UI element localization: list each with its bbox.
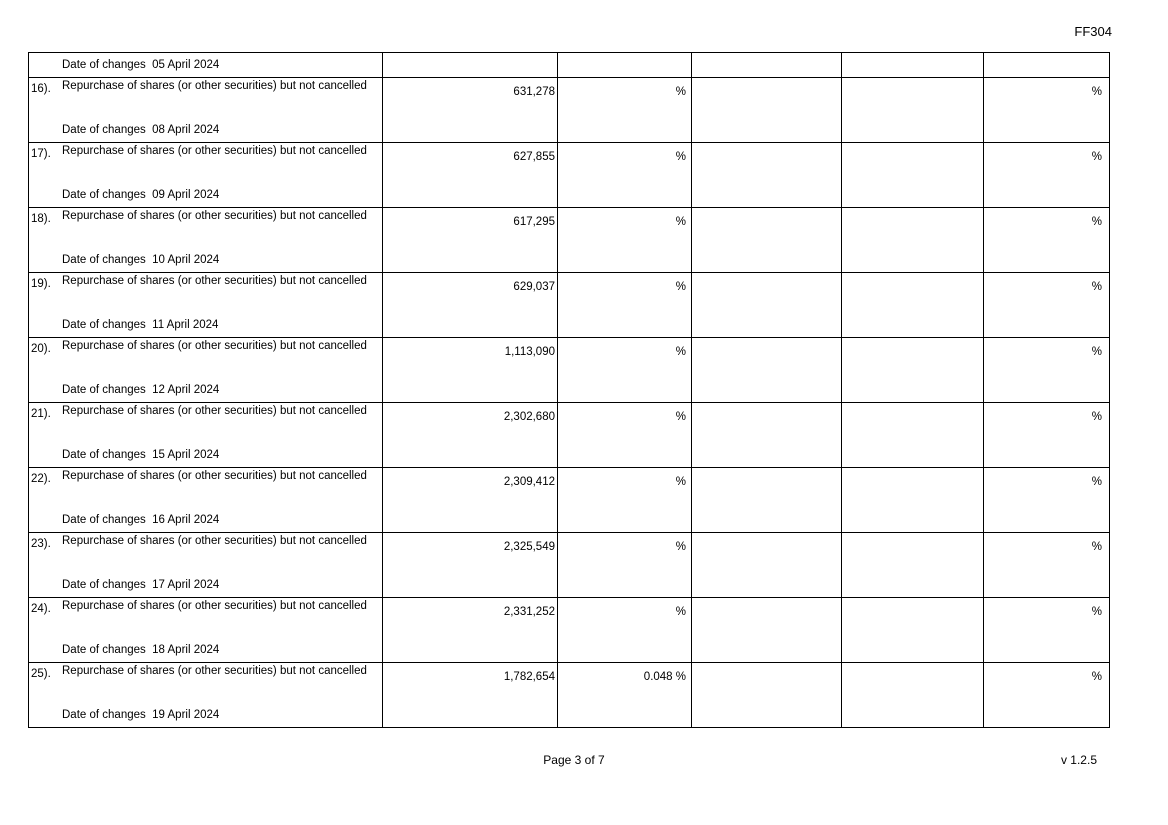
table-row	[29, 78, 1110, 119]
percent-cell	[558, 663, 692, 728]
item-number: 19).	[31, 278, 51, 290]
percent-cell	[558, 78, 692, 143]
item-number: 24).	[31, 603, 51, 615]
percent-cell-2	[984, 338, 1110, 403]
date-cell	[29, 53, 383, 78]
share-changes-table	[28, 52, 1110, 728]
percent-cell-2	[984, 78, 1110, 143]
percent-value: %	[675, 606, 686, 618]
date-cell	[29, 118, 383, 143]
item-description: Repurchase of shares (or other securities) but not cancelled	[62, 210, 367, 222]
shares-cell	[383, 403, 558, 468]
percent-value-2: %	[1091, 281, 1102, 293]
percent-value-2: %	[1091, 151, 1102, 163]
date-value: 05 April 2024	[152, 58, 220, 71]
shares-value: 631,278	[513, 86, 555, 98]
percent-value: %	[675, 476, 686, 488]
date-label: Date of changes	[62, 643, 146, 656]
shares-value: 2,325,549	[503, 541, 555, 553]
percent-cell	[558, 533, 692, 598]
version-label: v 1.2.5	[1060, 753, 1097, 767]
date-value: 11 April 2024	[152, 318, 219, 331]
date-label: Date of changes	[62, 253, 146, 266]
percent-cell-2	[984, 143, 1110, 208]
item-description: Repurchase of shares (or other securities) but not cancelled	[62, 470, 367, 482]
shares-value: 2,309,412	[503, 476, 555, 488]
item-number: 22).	[31, 473, 51, 485]
date-label: Date of changes	[62, 578, 146, 591]
percent-cell-2	[984, 468, 1110, 533]
percent-value: %	[675, 216, 686, 228]
percent-value: %	[675, 86, 686, 98]
date-value: 08 April 2024	[152, 123, 220, 136]
shares-cell	[383, 338, 558, 403]
description-cell	[29, 143, 383, 184]
percent-value-2: %	[1091, 671, 1102, 683]
shares-cell	[383, 273, 558, 338]
shares-cell	[383, 143, 558, 208]
date-cell	[29, 508, 383, 533]
percent-value: %	[675, 281, 686, 293]
date-cell	[29, 443, 383, 468]
percent-cell-2	[984, 273, 1110, 338]
description-cell	[29, 403, 383, 444]
shares-value: 1,782,654	[503, 671, 555, 683]
item-description: Repurchase of shares (or other securities) but not cancelled	[62, 80, 367, 92]
date-label: Date of changes	[62, 58, 146, 71]
item-description: Repurchase of shares (or other securities) but not cancelled	[62, 275, 367, 287]
percent-cell	[558, 468, 692, 533]
date-value: 18 April 2024	[152, 643, 220, 656]
table-row	[29, 273, 1110, 314]
form-code: FF304	[1074, 24, 1112, 39]
item-description: Repurchase of shares (or other securities) but not cancelled	[62, 600, 367, 612]
shares-value: 2,331,252	[503, 606, 555, 618]
table-row	[29, 208, 1110, 249]
shares-value: 629,037	[513, 281, 555, 293]
date-value: 19 April 2024	[152, 708, 220, 721]
date-label: Date of changes	[62, 123, 146, 136]
date-value: 17 April 2024	[152, 578, 220, 591]
percent-value: %	[675, 541, 686, 553]
description-cell	[29, 78, 383, 119]
percent-cell	[558, 403, 692, 468]
description-cell	[29, 468, 383, 509]
percent-cell	[558, 338, 692, 403]
percent-value: %	[675, 411, 686, 423]
date-label: Date of changes	[62, 513, 146, 526]
percent-value: 0.048 %	[643, 671, 686, 683]
item-description: Repurchase of shares (or other securities) but not cancelled	[62, 145, 367, 157]
shares-cell	[383, 663, 558, 728]
date-label: Date of changes	[62, 318, 146, 331]
description-cell	[29, 208, 383, 249]
date-label: Date of changes	[62, 448, 146, 461]
date-value: 15 April 2024	[152, 448, 220, 461]
percent-value: %	[675, 151, 686, 163]
shares-value: 627,855	[513, 151, 555, 163]
percent-cell-2	[984, 403, 1110, 468]
percent-cell-2	[984, 598, 1110, 663]
table-row	[29, 338, 1110, 379]
page-number: Page 3 of 7	[543, 753, 605, 767]
date-cell	[29, 703, 383, 728]
table-row	[29, 598, 1110, 639]
percent-cell-2	[984, 208, 1110, 273]
percent-cell	[558, 598, 692, 663]
date-value: 12 April 2024	[152, 383, 220, 396]
percent-value-2: %	[1091, 606, 1102, 618]
description-cell	[29, 533, 383, 574]
date-cell	[29, 638, 383, 663]
date-label: Date of changes	[62, 188, 146, 201]
item-number: 23).	[31, 538, 51, 550]
shares-value: 1,113,090	[504, 346, 555, 358]
date-cell	[29, 573, 383, 598]
percent-value-2: %	[1091, 216, 1102, 228]
shares-cell	[383, 533, 558, 598]
percent-value-2: %	[1091, 86, 1102, 98]
date-cell	[29, 183, 383, 208]
table-row	[29, 53, 1110, 78]
item-description: Repurchase of shares (or other securities) but not cancelled	[62, 535, 367, 547]
table-row	[29, 403, 1110, 444]
percent-value-2: %	[1091, 541, 1102, 553]
shares-value: 617,295	[513, 216, 555, 228]
date-value: 16 April 2024	[152, 513, 220, 526]
shares-cell	[383, 208, 558, 273]
date-cell	[29, 248, 383, 273]
shares-cell	[383, 468, 558, 533]
shares-cell	[383, 598, 558, 663]
percent-cell	[558, 273, 692, 338]
item-number: 21).	[31, 408, 51, 420]
percent-value-2: %	[1091, 476, 1102, 488]
table-row	[29, 663, 1110, 704]
date-cell	[29, 313, 383, 338]
item-description: Repurchase of shares (or other securities) but not cancelled	[62, 340, 367, 352]
date-label: Date of changes	[62, 708, 146, 721]
item-number: 17).	[31, 148, 51, 160]
percent-value: %	[675, 346, 686, 358]
item-number: 20).	[31, 343, 51, 355]
percent-cell	[558, 208, 692, 273]
description-cell	[29, 273, 383, 314]
percent-cell-2	[984, 533, 1110, 598]
date-value: 09 April 2024	[152, 188, 220, 201]
table-row	[29, 533, 1110, 574]
item-description: Repurchase of shares (or other securities) but not cancelled	[62, 665, 367, 677]
description-cell	[29, 598, 383, 639]
date-label: Date of changes	[62, 383, 146, 396]
date-value: 10 April 2024	[152, 253, 220, 266]
date-cell	[29, 378, 383, 403]
shares-cell	[383, 78, 558, 143]
shares-value: 2,302,680	[503, 411, 555, 423]
table-row	[29, 468, 1110, 509]
percent-value-2: %	[1091, 411, 1102, 423]
item-description: Repurchase of shares (or other securities) but not cancelled	[62, 405, 367, 417]
item-number: 16).	[31, 83, 51, 95]
description-cell	[29, 338, 383, 379]
item-number: 25).	[31, 668, 51, 680]
description-cell	[29, 663, 383, 704]
percent-cell-2	[984, 663, 1110, 728]
table-row	[29, 143, 1110, 184]
percent-cell	[558, 143, 692, 208]
percent-value-2: %	[1091, 346, 1102, 358]
item-number: 18).	[31, 213, 51, 225]
